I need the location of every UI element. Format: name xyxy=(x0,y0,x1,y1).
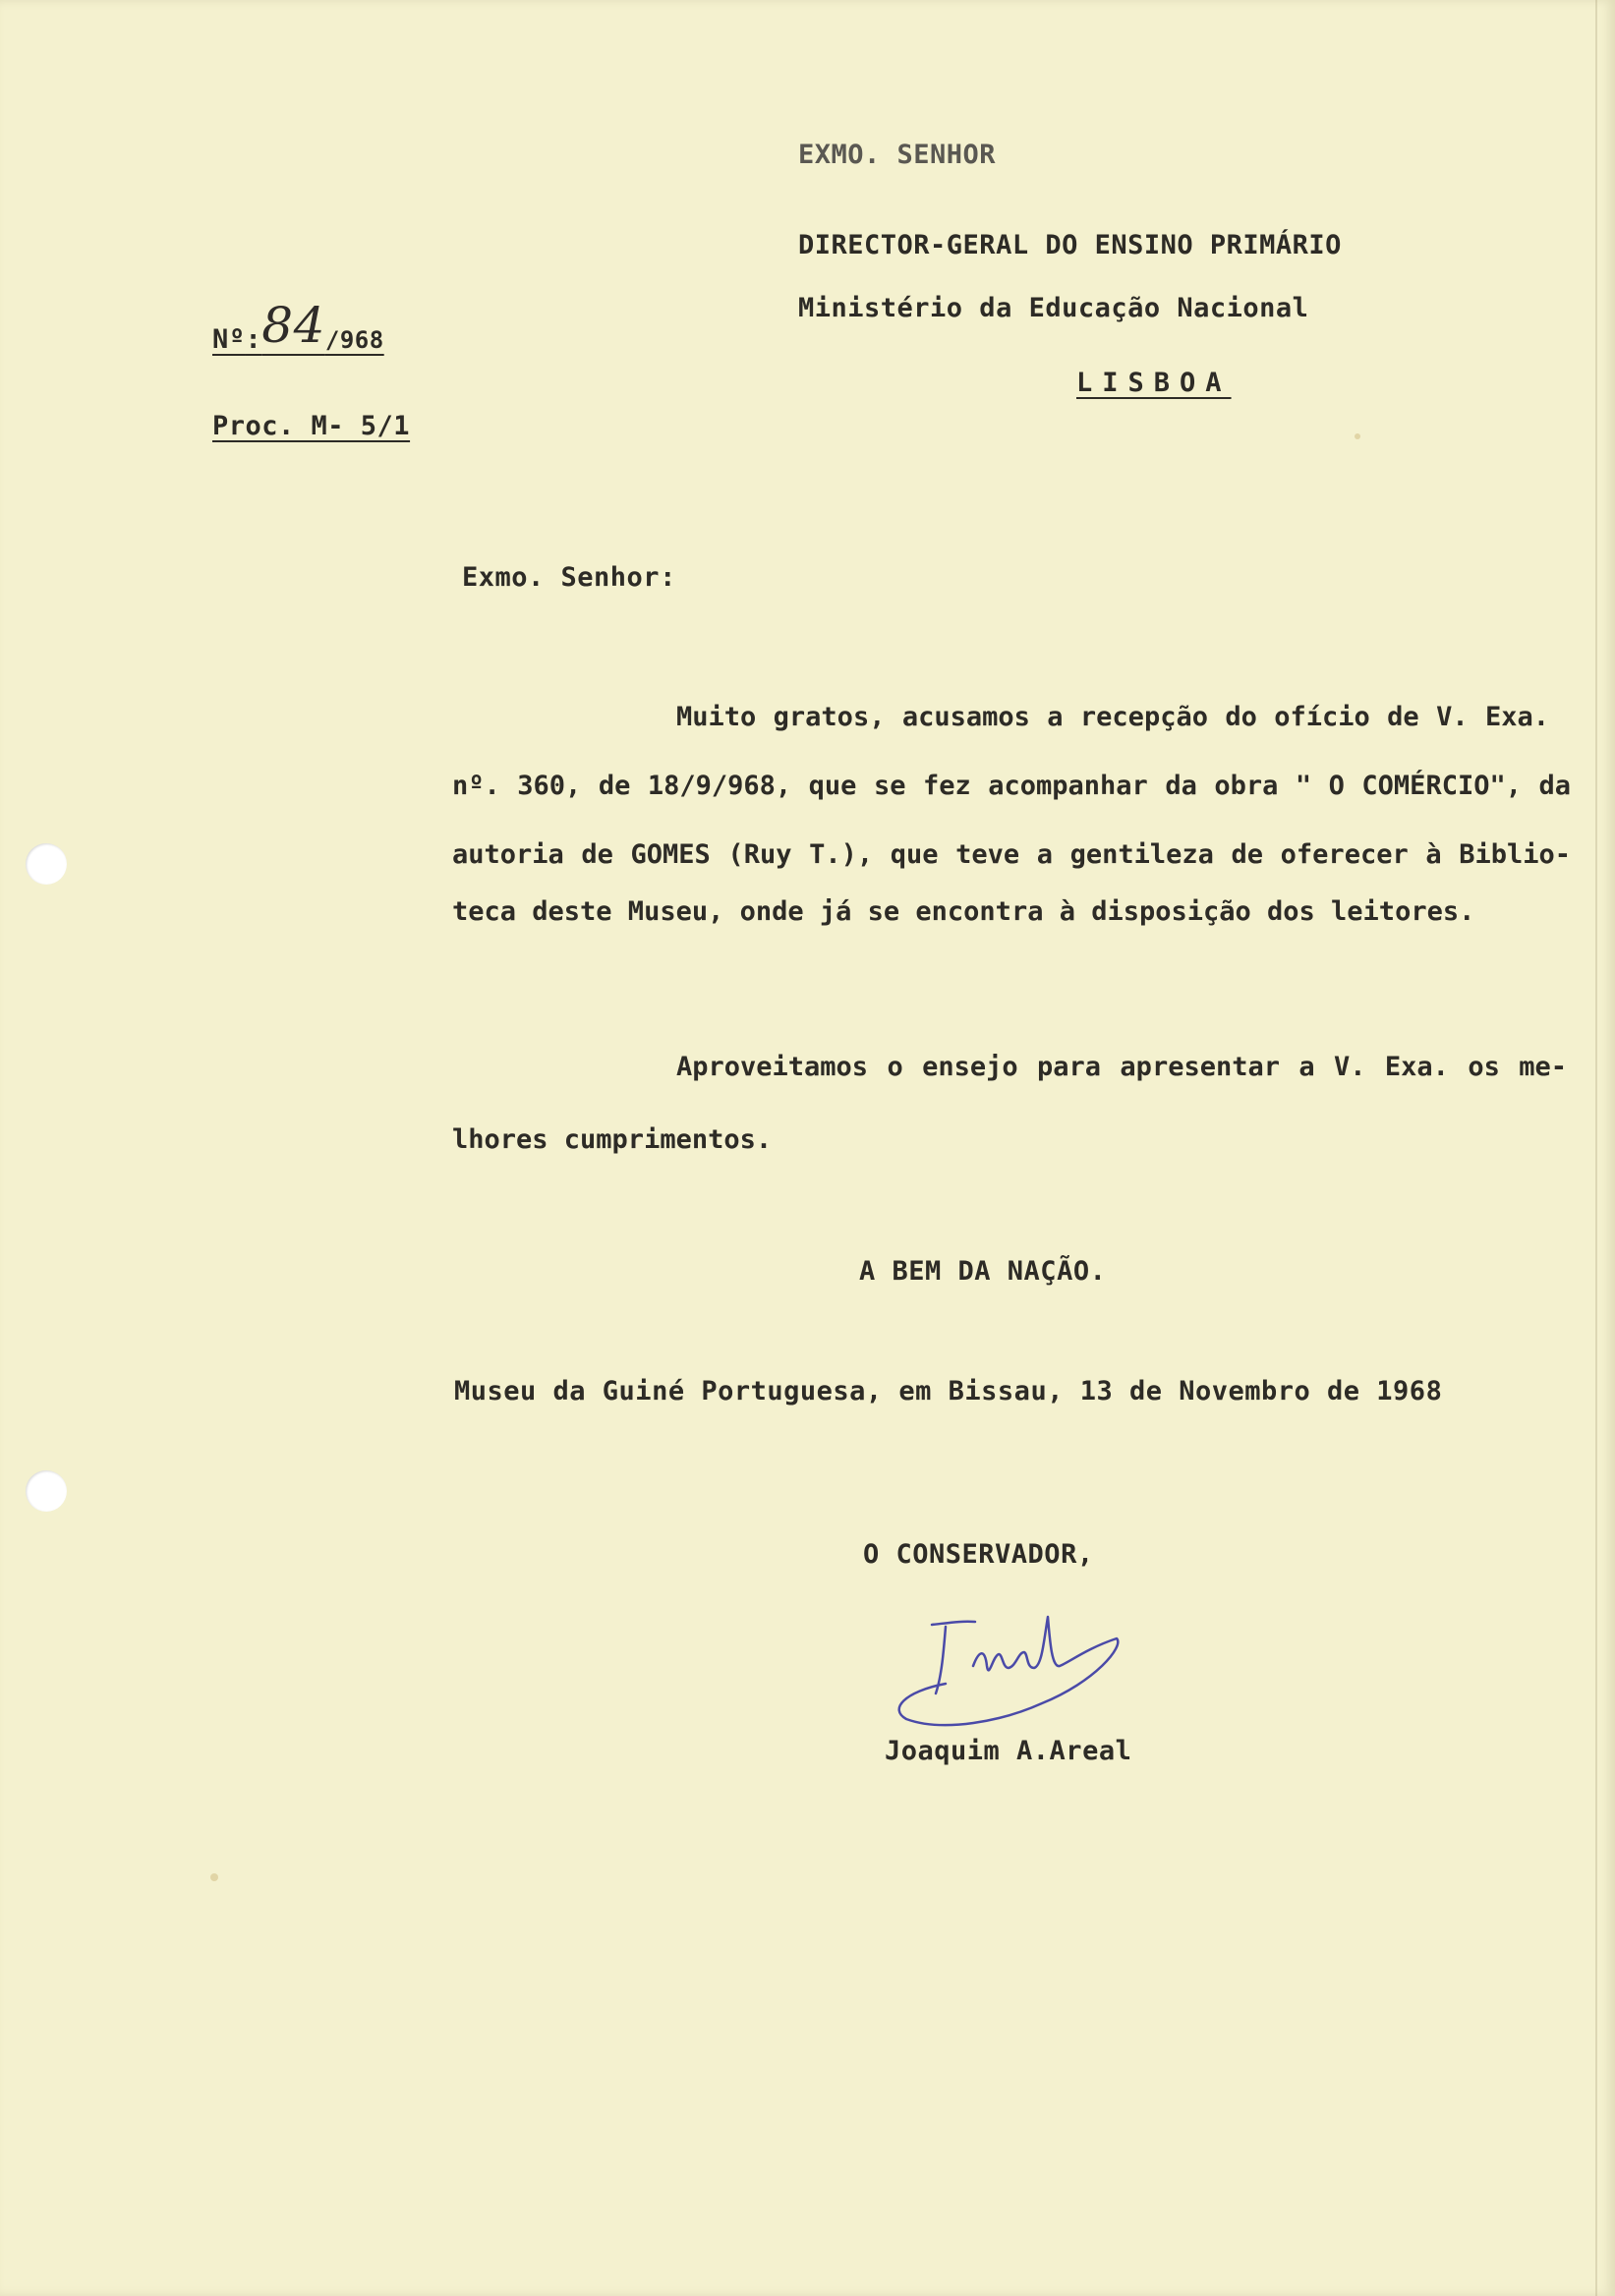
signer-name: Joaquim A.Areal xyxy=(885,1736,1132,1766)
reference-number: Nº:84/968 xyxy=(212,297,384,355)
closing-motto: A BEM DA NAÇÃO. xyxy=(859,1256,1107,1287)
place-and-date: Museu da Guiné Portuguesa, em Bissau, 13 de Novembro de 1968 xyxy=(454,1376,1443,1406)
signer-role: O CONSERVADOR, xyxy=(863,1539,1094,1570)
addressee-ministry: Ministério da Educação Nacional xyxy=(798,293,1309,323)
paragraph1-line-3: autoria de GOMES (Ruy T.), que teve a gentileza de oferecer à Biblio- xyxy=(452,839,1571,870)
paragraph2-line-2: lhores cumprimentos. xyxy=(452,1124,773,1155)
reference-number-handwritten: 84 xyxy=(261,297,325,354)
addressee-title: DIRECTOR-GERAL DO ENSINO PRIMÁRIO xyxy=(798,230,1342,260)
paper-stain xyxy=(1355,433,1360,439)
salutation-top: EXMO. SENHOR xyxy=(798,140,997,170)
punch-hole-top xyxy=(26,843,67,885)
paragraph1-line-2: nº. 360, de 18/9/968, que se fez acompanhar da obra " O COMÉRCIO", da xyxy=(452,771,1571,801)
reference-number-prefix: Nº xyxy=(212,324,246,355)
paragraph2-line-1: Aproveitamos o ensejo para apresentar a V. Exa. os me- xyxy=(676,1052,1567,1082)
signature xyxy=(885,1597,1140,1745)
paragraph1-line-1: Muito gratos, acusamos a recepção do ofício de V. Exa. xyxy=(676,702,1549,732)
addressee-city: LISBOA xyxy=(1076,368,1232,398)
page-edge xyxy=(1595,0,1597,2296)
paragraph1-line-4: teca deste Museu, onde já se encontra à disposição dos leitores. xyxy=(452,896,1475,927)
paper-stain xyxy=(210,1873,218,1881)
punch-hole-bottom xyxy=(26,1470,67,1512)
reference-number-year: /968 xyxy=(324,326,384,354)
greeting: Exmo. Senhor: xyxy=(462,562,676,593)
process-reference: Proc. M- 5/1 xyxy=(212,411,411,441)
